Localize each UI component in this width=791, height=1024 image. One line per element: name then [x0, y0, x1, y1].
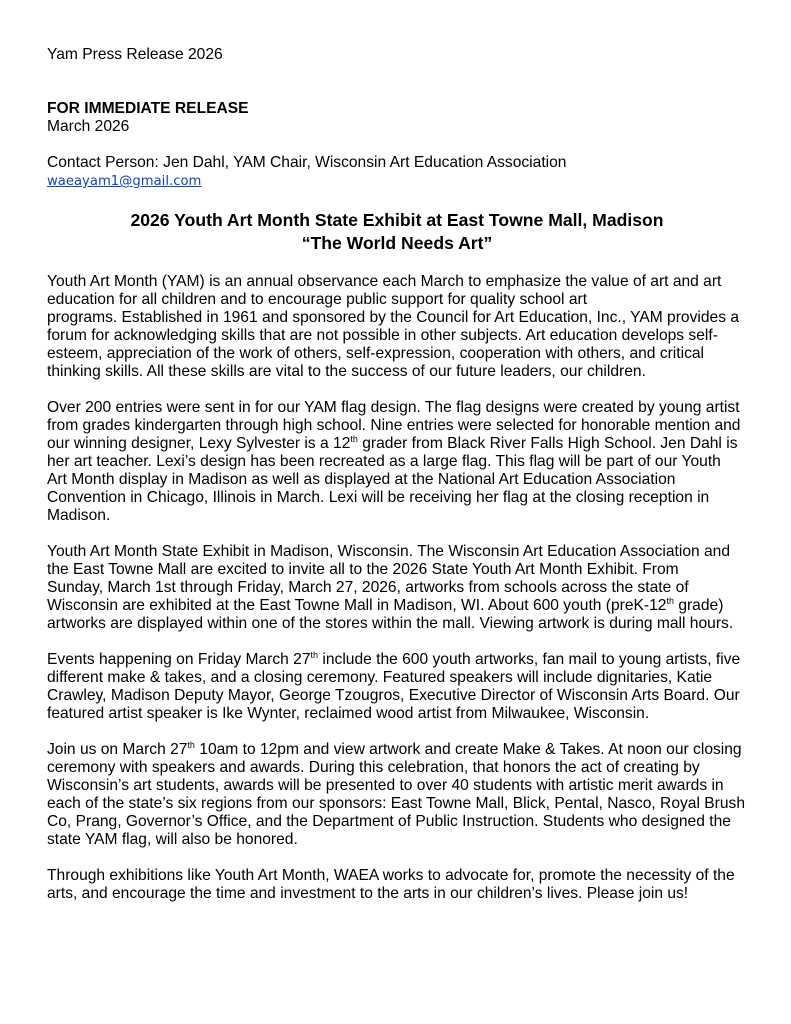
paragraph-line: Youth Art Month State Exhibit in Madison, Wisconsin. The Wisconsin Art Education Association and — [47, 543, 731, 560]
paragraph-line — [47, 741, 747, 759]
paragraph-line: programs. Established in 1961 and sponsored by the Council for Art Education, Inc., YAM provides a — [47, 309, 740, 326]
paragraph-intro — [47, 273, 747, 381]
release-label: FOR IMMEDIATE RELEASE — [47, 100, 249, 117]
paragraph-line: state YAM flag, will also be honored. — [47, 831, 298, 848]
paragraph-line: Crawley, Madison Deputy Mayor, George Tzougros, Executive Director of Wisconsin Arts Board. Our — [47, 687, 740, 704]
paragraph-line: education for all children and to encourage public support for quality school art — [47, 291, 588, 308]
text-fragment: grader from Black River Falls High School. Jen Dahl is — [357, 435, 738, 452]
text-fragment: Events happening on Friday March 27 — [47, 651, 311, 668]
paragraph-line: Convention in Chicago, Illinois in March. Lexi will be receiving her flag at the closing reception in — [47, 489, 710, 506]
paragraph-line: ceremony with speakers and awards. During this celebration, that honors the act of creating by — [47, 759, 700, 776]
paragraph-line: Sunday, March 1st through Friday, March 27, 2026, artworks from schools across the state of — [47, 579, 689, 596]
paragraph-events — [47, 651, 747, 723]
paragraph-line: Wisconsin’s art students, awards will be presented to over 40 students with artistic merit awards in — [47, 777, 724, 794]
paragraph-flag-design — [47, 399, 747, 525]
paragraph-line: Over 200 entries were sent in for our YAM flag design. The flag designs were created by young artist — [47, 399, 740, 416]
paragraph-join-us — [47, 741, 747, 849]
ordinal-suffix: th — [350, 434, 358, 444]
text-fragment: Join us on March 27 — [47, 741, 188, 758]
paragraph-line: arts, and encourage the time and investment to the arts in our children’s lives. Please join us! — [47, 885, 689, 902]
ordinal-suffix: th — [666, 596, 674, 606]
press-release-page — [47, 46, 747, 921]
paragraph-line: from grades kindergarten through high school. Nine entries were selected for honorable mention and — [47, 417, 741, 434]
contact-person: Contact Person: Jen Dahl, YAM Chair, Wisconsin Art Education Association — [47, 154, 567, 171]
headline-line-1: 2026 Youth Art Month State Exhibit at East Towne Mall, Madison — [130, 210, 664, 230]
paragraph-line: thinking skills. All these skills are vital to the success of our future leaders, our children. — [47, 363, 646, 380]
text-fragment: grade) — [673, 597, 724, 614]
paragraph-line: each of the state’s six regions from our sponsors: East Towne Mall, Blick, Pental, Nasco, Royal Brush — [47, 795, 745, 812]
contact-email-link[interactable]: waeayam1@gmail.com — [47, 174, 202, 189]
document-title: Yam Press Release 2026 — [47, 46, 223, 63]
paragraph-line: Co, Prang, Governor’s Office, and the Department of Public Instruction. Students who designed the — [47, 813, 731, 830]
paragraph-line: the East Towne Mall are excited to invite all to the 2026 State Youth Art Month Exhibit. From — [47, 561, 679, 578]
text-fragment: include the 600 youth artworks, fan mail to young artists, five — [318, 651, 741, 668]
headline-line-2: “The World Needs Art” — [301, 233, 493, 253]
paragraph-line — [47, 597, 747, 615]
headline — [47, 209, 747, 255]
paragraph-line: Art Month display in Madison as well as displayed at the National Art Education Association — [47, 471, 676, 488]
paragraph-line: Through exhibitions like Youth Art Month, WAEA works to advocate for, promote the necessity of the — [47, 867, 735, 884]
release-date: March 2026 — [47, 118, 130, 135]
paragraph-line — [47, 435, 747, 453]
paragraph-line: featured artist speaker is Ike Wynter, reclaimed wood artist from Milwaukee, Wisconsin. — [47, 705, 650, 722]
paragraph-line: Youth Art Month (YAM) is an annual observance each March to emphasize the value of art and art — [47, 273, 722, 290]
paragraph-line: artworks are displayed within one of the stores within the mall. Viewing artwork is during mall hours. — [47, 615, 734, 632]
text-fragment: 10am to 12pm and view artwork and create Make & Takes. At noon our closing — [194, 741, 742, 758]
paragraph-line: esteem, appreciation of the work of others, self-expression, cooperation with others, and critical — [47, 345, 705, 362]
text-fragment: Wisconsin are exhibited at the East Towne Mall in Madison, WI. About 600 youth (preK-12 — [47, 597, 667, 614]
ordinal-suffix: th — [187, 740, 195, 750]
ordinal-suffix: th — [310, 650, 319, 660]
paragraph-exhibit — [47, 543, 747, 633]
paragraph-closing — [47, 867, 747, 903]
text-fragment: our winning designer, Lexy Sylvester is a 12 — [47, 435, 351, 452]
paragraph-line — [47, 651, 747, 669]
paragraph-line: her art teacher. Lexi’s design has been recreated as a large flag. This flag will be part of our Youth — [47, 453, 721, 470]
paragraph-line: different make & takes, and a closing ceremony. Featured speakers will include dignitaries, Katie — [47, 669, 713, 686]
paragraph-line: Madison. — [47, 507, 111, 524]
paragraph-line: forum for acknowledging skills that are not possible in other subjects. Art education develops self- — [47, 327, 718, 344]
